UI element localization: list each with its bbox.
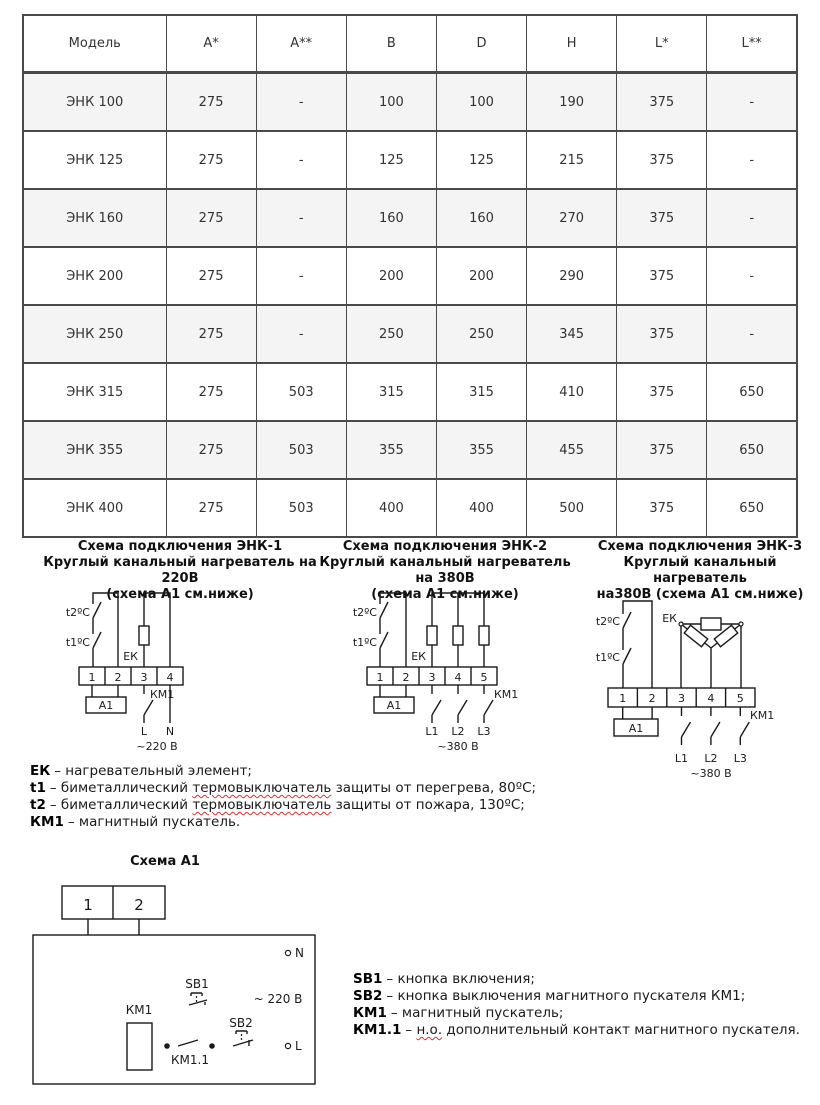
column-header: H: [527, 15, 617, 73]
model-cell: ЭНК 125: [23, 131, 166, 189]
heater-element-symbol: [453, 626, 463, 645]
value-cell: 503: [256, 363, 346, 421]
terminal-number: 2: [134, 896, 144, 914]
enk2-circuit-diagram: [340, 585, 560, 760]
value-cell: 355: [346, 421, 436, 479]
value-cell: 503: [256, 421, 346, 479]
model-cell: ЭНК 160: [23, 189, 166, 247]
t1-label: t1ºС: [595, 651, 620, 664]
value-cell: 275: [166, 479, 256, 537]
value-cell: -: [707, 73, 797, 132]
title-line: Схема подключения ЭНК-3: [597, 539, 803, 554]
junction-dot: [209, 1043, 215, 1049]
a1-circuit-diagram: [28, 880, 330, 1095]
value-cell: 375: [617, 363, 707, 421]
table-header-row: [23, 15, 797, 73]
value-cell: 650: [707, 479, 797, 537]
value-cell: 250: [346, 305, 436, 363]
value-cell: -: [707, 189, 797, 247]
table-row: [23, 73, 797, 132]
legend-line: t1 – биметаллический термовыключатель защиты от перегрева, 80ºС;: [30, 780, 537, 796]
ek-label: ЕК: [662, 612, 677, 625]
heater-branches: [427, 593, 489, 667]
a1-title: Схема А1: [130, 854, 200, 869]
terminal-number: 1: [88, 671, 96, 684]
heater-element-symbol: [479, 626, 489, 645]
phase-label: L1: [425, 725, 439, 738]
value-cell: 200: [346, 247, 436, 305]
column-header: L*: [617, 15, 707, 73]
value-cell: 270: [527, 189, 617, 247]
enk3-title: [590, 539, 810, 603]
table-row: [23, 131, 797, 189]
value-cell: -: [256, 131, 346, 189]
table-row: [23, 247, 797, 305]
value-cell: 455: [527, 421, 617, 479]
terminal-number: 1: [376, 671, 384, 684]
model-cell: ЭНК 400: [23, 479, 166, 537]
voltage-label: ~380 В: [690, 767, 732, 780]
value-cell: 275: [166, 73, 256, 132]
spec-table-body: [23, 73, 797, 538]
column-header: A*: [166, 15, 256, 73]
a1-label: А1: [386, 699, 402, 712]
delta-heater: [679, 618, 743, 688]
heater-element-symbol: [701, 618, 721, 630]
phase-label: L3: [733, 752, 747, 765]
model-cell: ЭНК 250: [23, 305, 166, 363]
voltage-label: ~220 В: [136, 740, 178, 753]
value-cell: -: [256, 305, 346, 363]
model-cell: ЭНК 355: [23, 421, 166, 479]
phase-label: L: [295, 1039, 302, 1053]
spec-table-head: [23, 15, 797, 73]
value-cell: -: [707, 247, 797, 305]
value-cell: -: [256, 189, 346, 247]
column-header: D: [436, 15, 526, 73]
phase-label: L: [140, 725, 148, 738]
value-cell: 315: [346, 363, 436, 421]
value-cell: -: [707, 305, 797, 363]
value-cell: 375: [617, 479, 707, 537]
junction-dot: [164, 1043, 170, 1049]
voltage-label: ~ 220 В: [253, 992, 303, 1006]
neutral-label: N: [165, 725, 175, 738]
heater-branch: [139, 593, 170, 667]
legend-line: КМ1.1 – н.о. дополнительный контакт магнитного пускателя.: [353, 1022, 800, 1038]
column-header: A**: [256, 15, 346, 73]
value-cell: 410: [527, 363, 617, 421]
terminal-number: 2: [114, 671, 122, 684]
phase-label: L1: [674, 752, 689, 765]
terminal-number: 4: [454, 671, 462, 684]
value-cell: 650: [707, 421, 797, 479]
km1-label: КМ1: [750, 709, 775, 722]
value-cell: 375: [617, 131, 707, 189]
title-line: Схема подключения ЭНК-2: [342, 539, 548, 554]
value-cell: -: [707, 131, 797, 189]
column-header: B: [346, 15, 436, 73]
table-row: [23, 421, 797, 479]
value-cell: 315: [436, 363, 526, 421]
value-cell: -: [256, 247, 346, 305]
value-cell: 275: [166, 247, 256, 305]
title-line: на380В (схема А1 см.ниже): [596, 587, 804, 602]
model-cell: ЭНК 200: [23, 247, 166, 305]
sb2-label: SB2: [229, 1016, 253, 1030]
terminal-number: 5: [480, 671, 488, 684]
value-cell: 275: [166, 363, 256, 421]
legend-line: SB1 – кнопка включения;: [353, 971, 535, 987]
value-cell: 125: [436, 131, 526, 189]
terminal-number: 1: [83, 896, 93, 914]
value-cell: 290: [527, 247, 617, 305]
title-line: Круглый канальный нагреватель на 220В: [43, 555, 317, 586]
t2-label: t2ºС: [595, 615, 620, 628]
terminal-number: 4: [166, 671, 174, 684]
legend-line: КМ1 – магнитный пускатель.: [30, 814, 241, 830]
components-legend: [30, 763, 536, 831]
title-line: Круглый канальный нагреватель на 380В: [319, 555, 571, 586]
km1-coil: [127, 1023, 152, 1070]
value-cell: 125: [346, 131, 436, 189]
value-cell: 250: [436, 305, 526, 363]
value-cell: 215: [527, 131, 617, 189]
heater-element-symbol: [139, 626, 149, 645]
value-cell: 375: [617, 247, 707, 305]
spec-table: [22, 14, 798, 538]
table-row: [23, 479, 797, 537]
title-line: Схема подключения ЭНК-1: [77, 539, 283, 554]
contactor-contacts: [432, 685, 493, 723]
value-cell: 275: [166, 421, 256, 479]
value-cell: 345: [527, 305, 617, 363]
value-cell: 355: [436, 421, 526, 479]
terminal-number: 5: [736, 692, 744, 705]
ek-label: ЕК: [411, 650, 426, 663]
terminal-number: 3: [428, 671, 436, 684]
table-row: [23, 363, 797, 421]
neutral-label: N: [295, 946, 304, 960]
column-header: L**: [707, 15, 797, 73]
legend-line: t2 – биметаллический термовыключатель защиты от пожара, 130ºС;: [30, 797, 525, 813]
sb1-label: SB1: [185, 977, 209, 991]
a1-label: А1: [98, 699, 114, 712]
n-terminal-node: [285, 950, 290, 955]
legend-line: КМ1 – магнитный пускатель;: [353, 1005, 564, 1021]
thermal-switch-loop: [623, 601, 652, 688]
value-cell: 500: [527, 479, 617, 537]
value-cell: 375: [617, 189, 707, 247]
terminal-number: 3: [678, 692, 685, 705]
phase-label: L3: [477, 725, 491, 738]
a1-legend: [353, 971, 800, 1039]
terminal-number: 2: [402, 671, 410, 684]
heater-element-symbol: [427, 626, 437, 645]
km1-label: КМ1: [150, 688, 175, 701]
value-cell: 650: [707, 363, 797, 421]
t1-label: t1ºС: [65, 636, 90, 649]
t2-label: t2ºС: [65, 606, 90, 619]
table-row: [23, 189, 797, 247]
value-cell: 400: [436, 479, 526, 537]
title-line: (схема А1 см.ниже): [106, 587, 254, 602]
thermal-switch-loop: [93, 593, 118, 667]
km11-label: КМ1.1: [171, 1053, 209, 1067]
value-cell: 275: [166, 131, 256, 189]
value-cell: 100: [436, 73, 526, 132]
phase-label: L2: [451, 725, 465, 738]
title-line: (схема А1 см.ниже): [371, 587, 519, 602]
model-cell: ЭНК 100: [23, 73, 166, 132]
terminal-block: [62, 886, 165, 919]
value-cell: 190: [527, 73, 617, 132]
ek-label: ЕК: [123, 650, 138, 663]
km1-label: КМ1: [125, 1003, 153, 1017]
value-cell: 275: [166, 189, 256, 247]
km1-label: КМ1: [494, 688, 519, 701]
value-cell: 100: [346, 73, 436, 132]
column-header: Модель: [23, 15, 166, 73]
terminal-number: 1: [619, 692, 627, 705]
legend-line: ЕК – нагревательный элемент;: [30, 763, 252, 779]
value-cell: 160: [346, 189, 436, 247]
value-cell: -: [256, 73, 346, 132]
value-cell: 503: [256, 479, 346, 537]
value-cell: 400: [346, 479, 436, 537]
value-cell: 275: [166, 305, 256, 363]
enk3-circuit-diagram: [590, 595, 810, 785]
terminal-number: 4: [707, 692, 715, 705]
title-line: Круглый канальный нагреватель: [623, 555, 777, 586]
table-row: [23, 305, 797, 363]
contactor-contacts: [682, 707, 750, 745]
model-cell: ЭНК 315: [23, 363, 166, 421]
value-cell: 375: [617, 305, 707, 363]
value-cell: 160: [436, 189, 526, 247]
voltage-label: ~380 В: [437, 740, 479, 753]
terminal-number: 2: [648, 692, 656, 705]
phase-label: L2: [704, 752, 718, 765]
value-cell: 200: [436, 247, 526, 305]
legend-line: SB2 – кнопка выключения магнитного пускателя КМ1;: [353, 988, 746, 1004]
t1-label: t1ºС: [352, 636, 377, 649]
value-cell: 375: [617, 421, 707, 479]
l-terminal-node: [285, 1043, 290, 1048]
enk1-circuit-diagram: [40, 585, 260, 760]
thermal-switch-loop: [380, 593, 406, 667]
a1-label: А1: [628, 722, 644, 735]
terminal-number: 3: [140, 671, 148, 684]
value-cell: 375: [617, 73, 707, 132]
t2-label: t2ºС: [352, 606, 377, 619]
